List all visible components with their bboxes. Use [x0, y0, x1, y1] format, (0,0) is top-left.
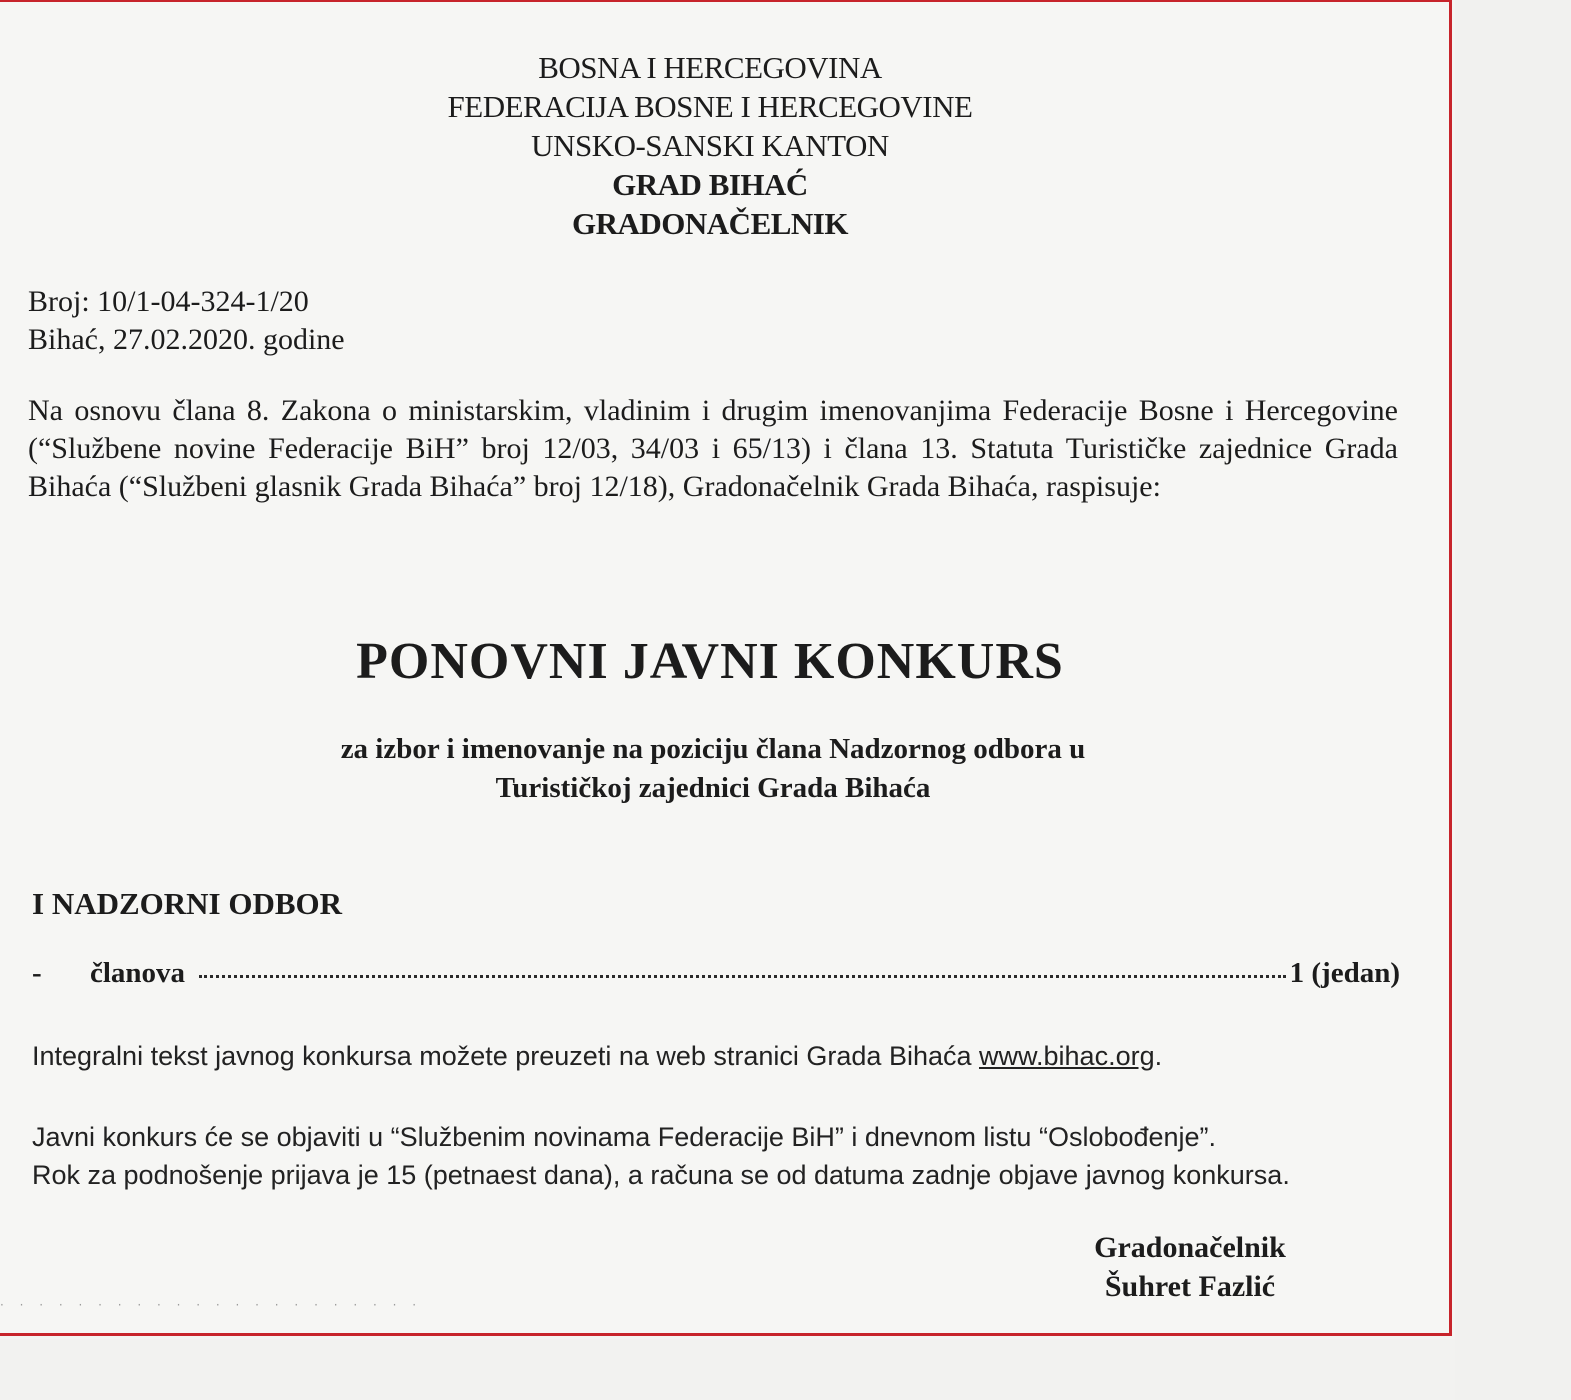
members-label: članova — [90, 957, 186, 989]
reference-number: Broj: 10/1-04-324-1/20 — [28, 285, 309, 318]
reference-date: Bihać, 27.02.2020. godine — [28, 323, 345, 356]
dotted-leader — [199, 975, 1286, 978]
scan-specks: · · · · · · · · · · · · · · · · · · · · · · — [0, 1298, 423, 1312]
publication-paragraph — [32, 1118, 1290, 1194]
letterhead-country: BOSNA I HERCEGOVINA — [538, 50, 882, 85]
subtitle-line-1: za izbor i imenovanje na poziciju člana Nadzornog odbora u — [340, 733, 1086, 765]
members-row — [32, 957, 1400, 990]
section-heading: I NADZORNI ODBOR — [32, 886, 343, 921]
scan-bottom-margin — [0, 1339, 1455, 1400]
signature-name: Šuhret Fazlić — [1104, 1270, 1276, 1303]
integral-end: . — [1154, 1041, 1163, 1071]
integral-text: Integralni tekst javnog konkursa možete preuzeti na web stranici Grada Bihaća — [32, 1041, 980, 1071]
notice-title: PONOVNI JAVNI KONKURS — [356, 633, 1064, 690]
notice-subtitle — [0, 730, 1426, 808]
letterhead-office: GRADONAČELNIK — [572, 206, 848, 241]
members-dash: - — [32, 957, 42, 989]
letterhead-city: GRAD BIHAĆ — [612, 167, 808, 202]
letterhead-federation: FEDERACIJA BOSNE I HERCEGOVINE — [447, 89, 973, 124]
website-link[interactable]: www.bihac.org — [979, 1041, 1155, 1071]
publication-line-1: Javni konkurs će se objaviti u “Službenim novinama Federacije BiH” i dnevnom listu “Oslobođenje”. — [32, 1122, 1217, 1152]
signature-title: Gradonačelnik — [1094, 1231, 1286, 1264]
subtitle-line-2: Turističkoj zajednici Grada Bihaća — [495, 772, 931, 804]
members-value: 1 (jedan) — [1289, 957, 1400, 989]
letterhead — [0, 48, 1420, 243]
letterhead-canton: UNSKO-SANSKI KANTON — [531, 128, 889, 163]
scan-right-margin — [1455, 0, 1571, 1400]
intro-paragraph: Na osnovu člana 8. Zakona o ministarskim, vladinim i drugim imenovanjima Federacije Bosne i Hercegovine (“Službene novine Federacije BiH” broj 12/03, 34/03 i 65/13) i člana 13. Statuta Turističke zajednice Grada Bihaća (“Službeni glasnik Grada Bihaća” broj 12/18), Gradonačelnik Grada Bihaća, raspisuje: — [28, 394, 1398, 503]
integral-text-line — [32, 1037, 1162, 1075]
publication-line-2: Rok za podnošenje prijava je 15 (petnaest dana), a računa se od datuma zadnje objave javnog konkursa. — [32, 1160, 1290, 1190]
reference-block — [28, 283, 345, 359]
signature-block — [1040, 1228, 1340, 1306]
